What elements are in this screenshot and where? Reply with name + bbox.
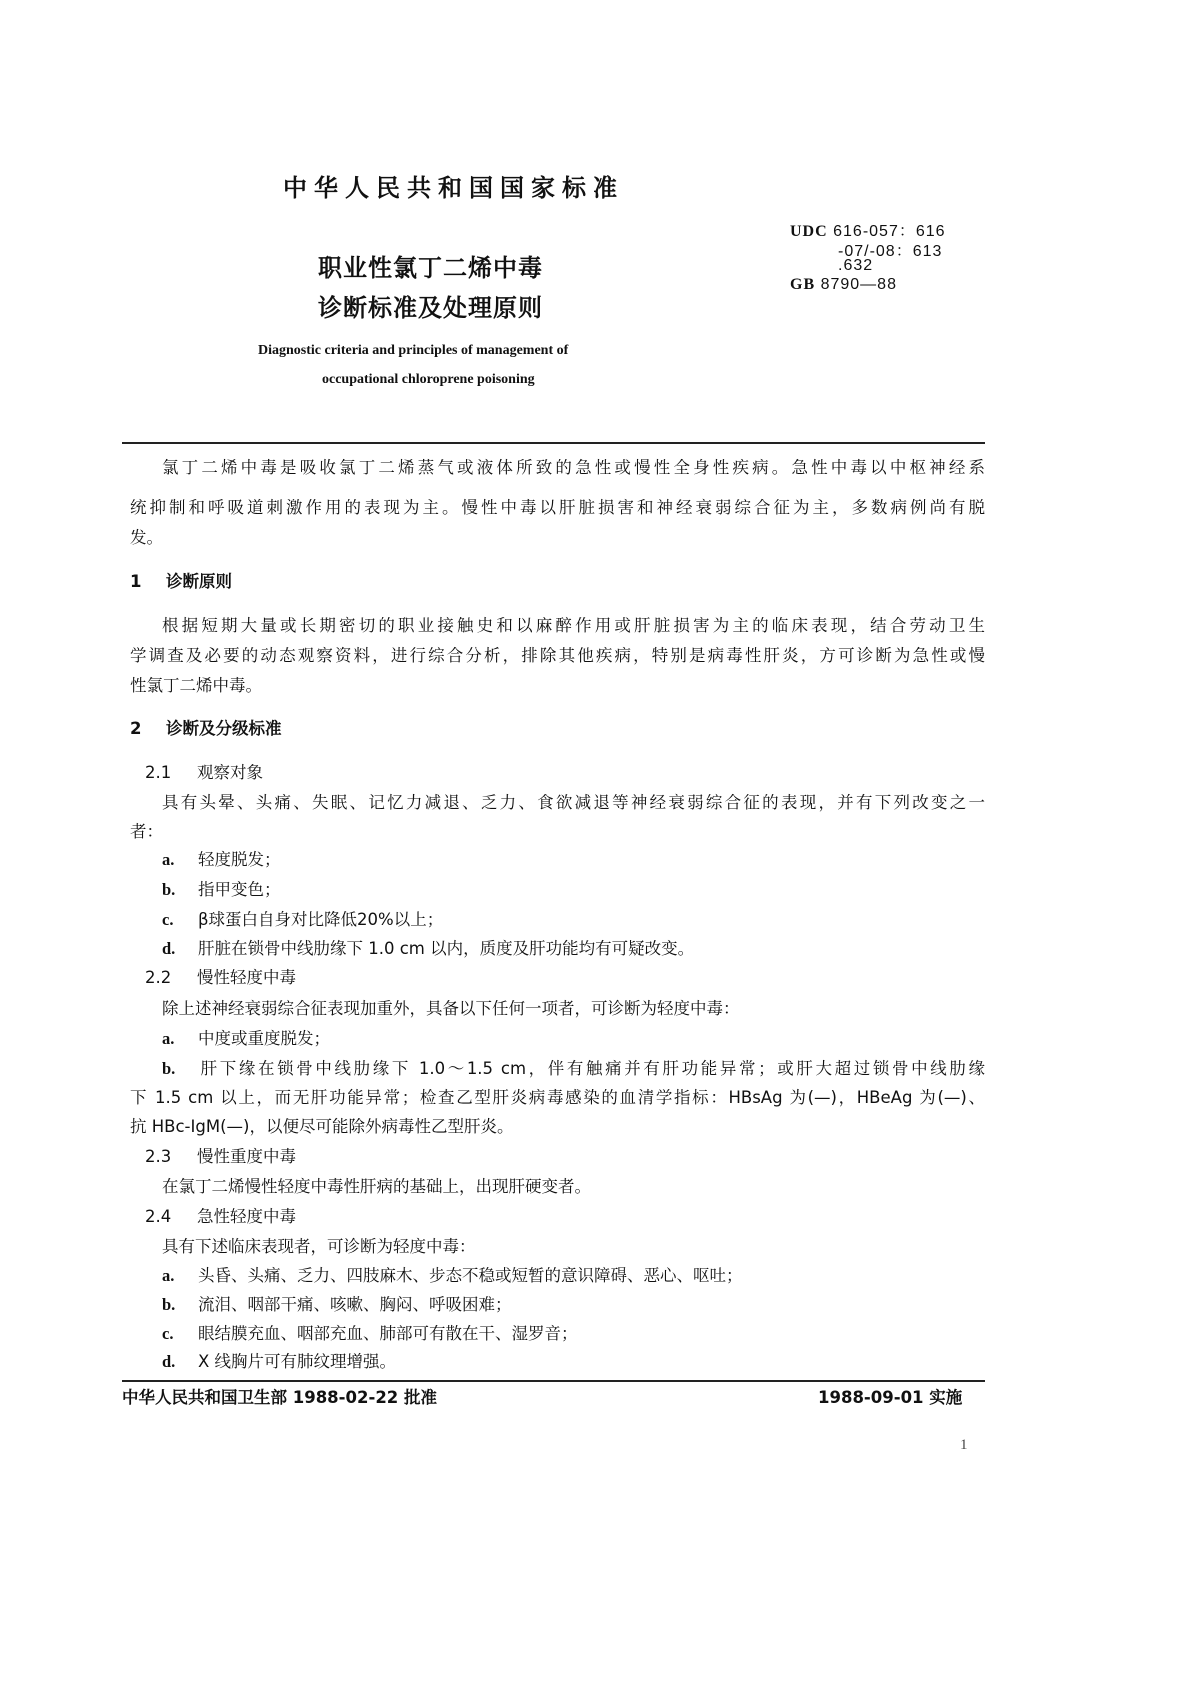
list-item-continuation: 抗 HBc-IgM(—)，以便尽可能除外病毒性乙型肝炎。 [130, 1117, 514, 1136]
subsection-2-4-heading [145, 1207, 296, 1227]
list-item [162, 850, 281, 870]
section-1-heading [130, 572, 232, 592]
item-text: β球蛋白自身对比降低20%以上； [198, 910, 444, 929]
item-label: a. [162, 1029, 175, 1048]
title-line-2: 诊断标准及处理原则 [318, 294, 543, 322]
udc-label: UDC [790, 223, 828, 240]
list-item [162, 1352, 396, 1372]
intro-line: 统抑制和呼吸道刺激作用的表现为主。慢性中毒以肝脏损害和神经衰弱综合征为主，多数病例尚有脱 [130, 498, 985, 517]
standard-type: 中华人民共和国国家标准 [283, 174, 624, 202]
item-label: c. [162, 910, 174, 929]
item-text: 流泪、咽部干痛、咳嗽、胸闷、呼吸困难； [198, 1295, 512, 1314]
udc-code-1: 616-057：616 [833, 223, 946, 240]
item-text: 中度或重度脱发； [198, 1029, 330, 1048]
item-label: d. [162, 939, 176, 958]
subsection-title: 慢性重度中毒 [197, 1147, 296, 1166]
list-item [162, 1324, 578, 1344]
item-text: 肝脏在锁骨中线肋缘下 1.0 cm 以内，质度及肝功能均有可疑改变。 [198, 939, 695, 958]
subsection-line: 具有头晕、头痛、失眠、记忆力减退、乏力、食欲减退等神经衰弱综合征的表现，并有下列改变之一 [162, 793, 985, 812]
subsection-line: 在氯丁二烯慢性轻度中毒性肝病的基础上，出现肝硬变者。 [162, 1177, 591, 1196]
section-2-heading [130, 719, 282, 739]
section-title: 诊断原则 [166, 572, 232, 591]
page-number: 1 [960, 1437, 968, 1453]
gb-label: GB [790, 276, 816, 293]
subsection-title: 慢性轻度中毒 [197, 968, 296, 987]
list-item [162, 1059, 985, 1079]
header-rule [122, 442, 985, 444]
subsection-title: 观察对象 [197, 763, 263, 782]
item-text: 轻度脱发； [198, 850, 281, 869]
list-item [162, 880, 281, 900]
item-label: d. [162, 1352, 176, 1371]
list-item [162, 1029, 330, 1049]
section-1-line: 根据短期大量或长期密切的职业接触史和以麻醉作用或肝脏损害为主的临床表现，结合劳动卫生 [162, 616, 985, 635]
subsection-line: 具有下述临床表现者，可诊断为轻度中毒： [162, 1237, 476, 1256]
approval-date: 中华人民共和国卫生部 1988-02-22 批准 [122, 1388, 438, 1407]
subsection-number: 2.1 [145, 763, 172, 782]
section-1-line: 学调查及必要的动态观察资料，进行综合分析，排除其他疾病，特别是病毒性肝炎，方可诊断为急性或慢 [130, 646, 985, 665]
subsection-number: 2.2 [145, 968, 172, 987]
udc-line-3: .632 [838, 257, 874, 274]
effective-date: 1988-09-01 实施 [818, 1388, 963, 1407]
section-number: 2 [130, 719, 142, 738]
gb-number-line [790, 276, 897, 294]
english-title-1: Diagnostic criteria and principles of management of [258, 343, 569, 358]
english-title-2: occupational chloroprene poisoning [322, 372, 535, 387]
item-label: a. [162, 1266, 175, 1285]
list-item [162, 1295, 512, 1315]
item-label: b. [162, 1295, 176, 1314]
section-1-line: 性氯丁二烯中毒。 [130, 676, 262, 695]
subsection-line: 者： [130, 822, 163, 841]
footer-rule [122, 1380, 985, 1382]
title-line-1: 职业性氯丁二烯中毒 [318, 254, 543, 282]
section-title: 诊断及分级标准 [166, 719, 282, 738]
list-item [162, 1266, 743, 1286]
item-label: a. [162, 850, 175, 869]
item-label: c. [162, 1324, 174, 1343]
subsection-title: 急性轻度中毒 [197, 1207, 296, 1226]
item-text: X 线胸片可有肺纹理增强。 [198, 1352, 397, 1371]
item-label: b. [162, 1059, 176, 1078]
item-label: b. [162, 880, 176, 899]
item-text: 指甲变色； [198, 880, 281, 899]
item-text: 眼结膜充血、咽部充血、肺部可有散在干、湿罗音； [198, 1324, 578, 1343]
section-number: 1 [130, 572, 142, 591]
list-item [162, 939, 694, 959]
subsection-number: 2.4 [145, 1207, 172, 1226]
list-item [162, 910, 443, 930]
subsection-number: 2.3 [145, 1147, 172, 1166]
subsection-line: 除上述神经衰弱综合征表现加重外，具备以下任何一项者，可诊断为轻度中毒： [162, 999, 740, 1018]
item-text: 头昏、头痛、乏力、四肢麻木、步态不稳或短暂的意识障碍、恶心、呕吐； [198, 1266, 743, 1285]
subsection-2-1-heading [145, 763, 263, 783]
subsection-2-2-heading [145, 968, 296, 988]
intro-line: 发。 [130, 528, 163, 547]
list-item-continuation: 下 1.5 cm 以上，而无肝功能异常；检查乙型肝炎病毒感染的血清学指标：HBsAg 为(—)，HBeAg 为(—)、 [130, 1088, 985, 1107]
intro-line: 氯丁二烯中毒是吸收氯丁二烯蒸气或液体所致的急性或慢性全身性疾病。急性中毒以中枢神经系 [162, 458, 985, 477]
udc-line-2: -07/-08：613 [838, 243, 943, 260]
item-text: 肝下缘在锁骨中线肋缘下 1.0～1.5 cm，伴有触痛并有肝功能异常；或肝大超过锁骨中线肋缘 [198, 1059, 985, 1078]
gb-number: 8790—88 [820, 276, 897, 293]
subsection-2-3-heading [145, 1147, 296, 1167]
